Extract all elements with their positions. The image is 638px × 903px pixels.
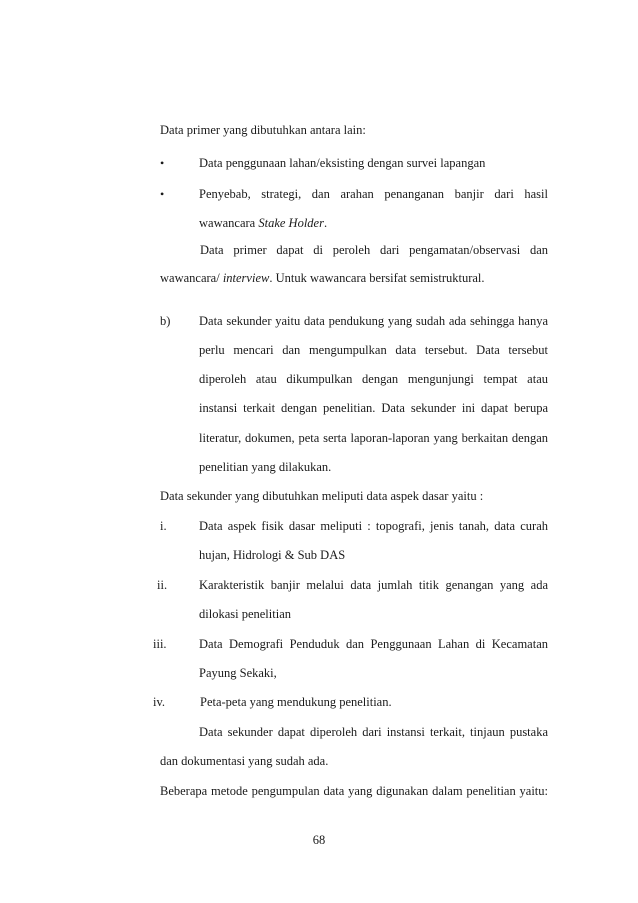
list-marker-i: i. — [160, 519, 167, 533]
secondary-def-line: diperoleh atau dikumpulkan dengan mengunjungi tempat atau — [199, 372, 548, 386]
list-marker-ii: ii. — [157, 578, 168, 592]
bullet-marker: • — [160, 187, 165, 201]
bullet-marker: • — [160, 156, 165, 170]
interview-term: interview — [222, 271, 270, 285]
secondary-def-line: penelitian yang dilakukan. — [199, 460, 332, 474]
secondary-def-line: perlu mencari dan mengumpulkan data tersebut. Data tersebut — [199, 343, 548, 357]
secondary-item-flood: Karakteristik banjir melalui data jumlah titik genangan yang ada — [199, 578, 548, 592]
secondary-def-line: instansi terkait dengan penelitian. Data sekunder ini dapat berupa — [199, 401, 548, 415]
primary-para-line2: wawancara/ interview. Untuk wawancara bersifat semistruktural. — [160, 271, 485, 285]
primary-intro: Data primer yang dibutuhkan antara lain: — [160, 123, 366, 137]
closing-sentence: Beberapa metode pengumpulan data yang digunakan dalam penelitian yaitu: — [160, 784, 548, 798]
secondary-para-line2: dan dokumentasi yang sudah ada. — [160, 754, 329, 768]
list-marker-b: b) — [160, 314, 171, 328]
secondary-def-line: literatur, dokumen, peta serta laporan-laporan yang berkaitan dengan — [199, 431, 548, 445]
secondary-item-physical-cont: hujan, Hidrologi & Sub DAS — [199, 548, 346, 562]
primary-para-line1: Data primer dapat di peroleh dari pengamatan/observasi dan — [200, 243, 548, 257]
page-number: 68 — [312, 833, 326, 847]
list-marker-iv: iv. — [153, 695, 166, 709]
secondary-item-flood-cont: dilokasi penelitian — [199, 607, 291, 621]
list-marker-iii: iii. — [153, 637, 167, 651]
secondary-item-demography: Data Demografi Penduduk dan Penggunaan Lahan di Kecamatan — [199, 637, 548, 651]
secondary-item-demography-cont: Payung Sekaki, — [199, 666, 277, 680]
secondary-para-line1: Data sekunder dapat diperoleh dari instansi terkait, tinjaun pustaka — [199, 725, 548, 739]
secondary-def-line: Data sekunder yaitu data pendukung yang sudah ada sehingga hanya — [199, 314, 548, 328]
secondary-item-maps: Peta-peta yang mendukung penelitian. — [200, 695, 392, 709]
bullet-item-causes-cont: wawancara Stake Holder. — [199, 216, 328, 230]
bullet-item-causes: Penyebab, strategi, dan arahan penanganan banjir dari hasil — [199, 187, 548, 201]
bullet-item-landuse: Data penggunaan lahan/eksisting dengan survei lapangan — [199, 156, 486, 170]
secondary-item-physical: Data aspek fisik dasar meliputi : topografi, jenis tanah, data curah — [199, 519, 548, 533]
stake-holder-term: Stake Holder — [258, 216, 324, 230]
secondary-intro: Data sekunder yang dibutuhkan meliputi data aspek dasar yaitu : — [160, 489, 484, 503]
